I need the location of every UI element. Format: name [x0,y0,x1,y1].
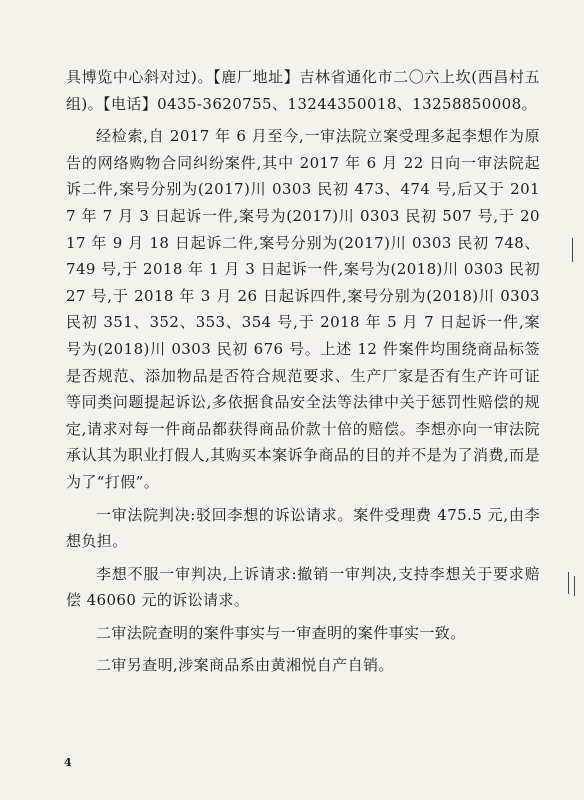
scan-mark [572,238,573,262]
paragraph-second-facts: 二审法院查明的案件事实与一审查明的案件事实一致。 [96,623,466,642]
paragraph-first-judgment: 一审法院判决:驳回李想的诉讼请求。案件受理费 475.5 元,由李想负担。 [66,505,540,551]
paragraph-additional-facts: 二审另查明,涉案商品系由黄湘悦自产自销。 [96,656,394,675]
paragraph-search-results: 经检索,自 2017 年 6 月至今,一审法院立案受理多起李想作为原告的网络购物合同纠纷案件,其中 2017 年 6 月 22 日向一审法院起诉二件,案号分别为(2017)川 0303 民初 473、474 号,后又于 2017 年 7 月 3 日起诉一件,案号为(2017)川 0303 民初 507 号,于 2017 年 9 月 18 日起诉二件,案号分别为(2017)川 0303 民初 748、749 号,于 2018 年 1 月 3 日起诉一件,案号为(2018)川 0303 民初 27 号,于 2018 年 3 月 26 日起诉四件,案号分别为(2018)川 0303 民初 351、352、353、354 号,于 2018 年 5 月 7 日起诉一件,案号为(2018)川 0303 民初 676 号。上述 12 件案件均围绕商品标签是否规范、添加物品是否符合规范要求、生产厂家是否有生产许可证等同类问题提起诉讼,多依据食品安全法等法律中关于惩罚性赔偿的规定,请求对每一件商品都获得商品价款十倍的赔偿。李想亦向一审法院承认其为职业打假人,其购买本案诉争商品的目的并不是为了消费,而是为了“打假”。 [66,127,540,491]
scan-mark [568,572,569,594]
paragraph-address-contact: 具博览中心斜对过)。【鹿厂地址】吉林省通化市二〇六上坎(西昌村五组)。【电话】0435-3620755、13244350018、13258850008。 [66,68,540,113]
body-text [66,64,540,685]
page-number: 4 [64,756,72,769]
paragraph-appeal-request: 李想不服一审判决,上诉请求:撤销一审判决,支持李想关于要求赔偿 46060 元的诉讼请求。 [66,564,540,610]
scan-mark [574,576,575,596]
